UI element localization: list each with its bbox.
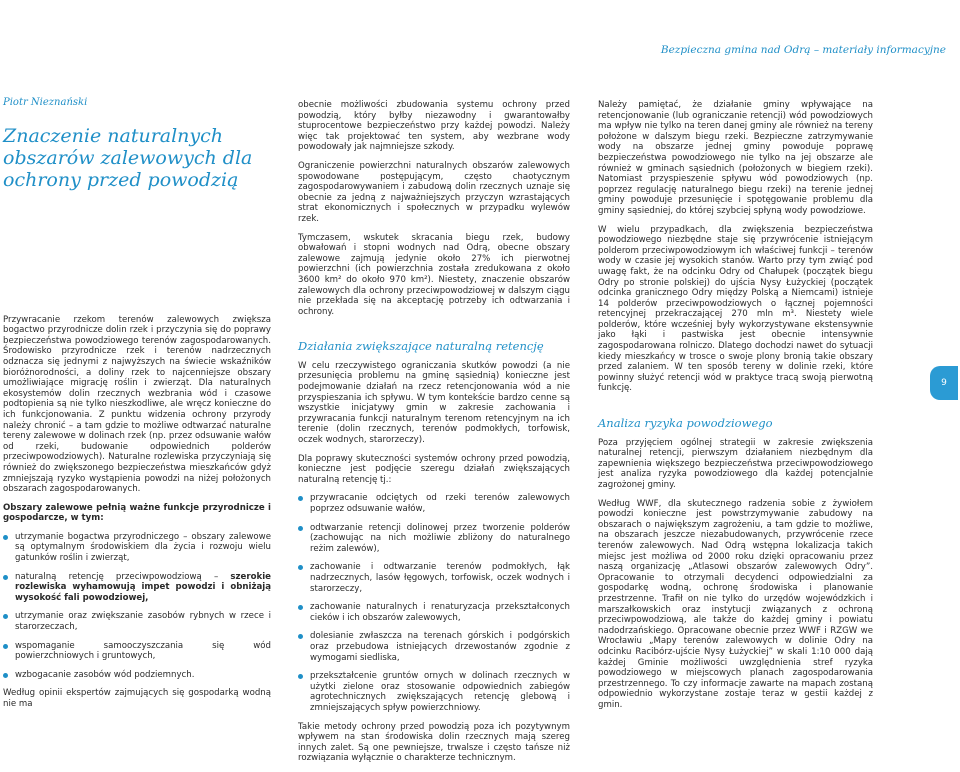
list-item: dolesianie zwłaszcza na terenach górskich i podgórskich oraz przebudowa istniejących drzewostanów zgodnie z wymogami siedliska, <box>298 631 570 663</box>
bullet-dot-icon <box>298 605 303 610</box>
paragraph: Według opinii ekspertów zajmujących się gospodarką wodną nie ma <box>3 688 271 709</box>
page-number-tab: 9 <box>930 366 958 400</box>
paragraph: Przywracanie rzekom terenów zalewowych zwiększa bogactwo przyrodnicze dolin rzek i przyczynia się do poprawy bezpieczeństwa powodziowego terenów zagospodarowanych. Środowisko przyrodnicze rzek i terenów nadrzecznych odznacza się jednymi z najwyższych na świecie wskaźników bioróżnorodności, a doliny rzek to najcenniejsze obszary umożliwiające migrację roślin i zwierząt. Dla naturalnych ekosystemów dolin rzecznych wezbrania wód i czasowe podtopienia są nie tylko nieszkodliwe, ale wręcz konieczne do ich funkcjonowania. Z punktu widzenia ochrony przyrody należy chronić – a tam gdzie to możliwe odtwarzać naturalne tereny zalewowe w dolinach rzek (np. przez odsuwanie wałów od rzeki, budowanie odpowiednich polderów przeciwpowodziowych). Naturalne rozlewiska przyczyniają się również do zwiększonego bezpieczeństwa mieszkańców gdyż zmniejszają ryzyko wystąpienia powodzi na niżej położonych obszarach zagospodarowanych. <box>3 314 271 495</box>
paragraph: Należy pamiętać, że działanie gminy wpływające na retencjonowanie (lub ograniczanie retencji) wód powodziowych ma wpływ nie tylko na teren danej gminy ale również na tereny położone w dalszym biegu rzeki. Bezpieczne zatrzymywanie wody na obszarze jednej gminy powoduje poprawę bezpieczeństwa powodziowego nie tylko na jej obszarze ale również w gminach sąsiednich (położonych w biegiem rzeki). Natomiast przyspieszenie spływu wód powodziowych (np. poprzez regulację naturalnego biegu rzeki) na terenie jednej gminy powoduje przesunięcie i spotęgowanie problemu dla gminy sąsiedniej, do której szybciej spłyną wody powodziowe. <box>598 100 873 216</box>
list-item: zachowanie i odtwarzanie terenów podmokłych, łąk nadrzecznych, lasów łęgowych, torfowisk, oczek wodnych i starorzeczy, <box>298 562 570 594</box>
bullet-list <box>3 532 271 681</box>
article-title: Znaczenie naturalnych obszarów zalewowych dla ochrony przed powodzią <box>3 124 253 191</box>
paragraph: Tymczasem, wskutek skracania biegu rzek, budowy obwałowań i stopni wodnych nad Odrą, obecne obszary zalewowe zajmują jedynie około 27% ich pierwotnej powierzchni (ich powierzchnia została zredukowana z około 3600 km² do około 970 km²). Niestety, znaczenie obszarów zalewowych dla ochrony przeciwpowodziowej w dalszym ciągu nie przekłada się na akceptację potrzeby ich odtwarzania i ochrony. <box>298 232 570 317</box>
paragraph-bold: Obszary zalewowe pełnią ważne funkcje przyrodnicze i gospodarcze, w tym: <box>3 502 271 524</box>
list-item: utrzymanie oraz zwiększanie zasobów rybnych w rzece i starorzeczach, <box>3 611 271 632</box>
bullet-dot-icon <box>298 526 303 531</box>
paragraph: Ograniczenie powierzchni naturalnych obszarów zalewowych spowodowane postępującym, często chaotycznym zagospodarowywaniem i zabudową dolin rzecznych uznaje się obecnie za jedną z najważniejszych przyczyn wzrastających strat ekonomicznych i społecznych w przypadku wylewów rzek. <box>298 160 570 224</box>
list-item: wzbogacanie zasobów wód podziemnych. <box>3 670 271 681</box>
paragraph: Poza przyjęciem ogólnej strategii w zakresie zwiększenia naturalnej retencji, pierwszym działaniem niezbędnym dla zapewnienia większego bezpieczeństwa przeciwpowodziowego jest analiza ryzyka powodziowego dla każdej potencjalnie zagrożonej gminy. <box>598 437 873 490</box>
list-item: przekształcenie gruntów ornych w dolinach rzecznych w użytki zielone oraz stosowanie odpowiednich zabiegów agrotechnicznych zwiększających retencję glebową i zmniejszających spływ powierzchniowy. <box>298 671 570 713</box>
paragraph: W wielu przypadkach, dla zwiększenia bezpieczeństwa powodziowego niezbędne staje się przywrócenie istniejącym polderom przeciwpowodziowym ich właściwej funkcji – terenów wody w czasie jej wysokich stanów. Warto przy tym zwiąć pod uwagę fakt, że na odcinku Odry od Chałupek (początek biegu Odry po stronie polskiej) do ujścia Nysy Łużyckiej (początek odcinka granicznego Odry między Polską a Niemcami) istnieje 14 polderów przeciwpowodziowych o łącznej pojemności retencyjnej przekraczającej 270 mln m³. Niestety wiele polderów, które wcześniej były wykorzystywane ekstensywnie jako łąki i pastwiska jest obecnie intensywnie zagospodarowana rolniczo. Dlatego dochodzi nawet do sytuacji kiedy mieszkańcy w trosce o swoje plony bronią takie obszary przed zalaniem. W ten sposób tereny w dolinie rzeki, które powinny służyć retencji wód w praktyce tracą swoją pierwotną funkcję. <box>598 224 873 394</box>
list-item: zachowanie naturalnych i renaturyzacja przekształconych cieków i ich obszarów zalewowych, <box>298 602 570 623</box>
bullet-dot-icon <box>298 565 303 570</box>
paragraph: Dla poprawy skuteczności systemów ochrony przed powodzią, konieczne jest podjęcie szeregu działań zwiększających naturalną retencję tj.: <box>298 453 570 485</box>
bullet-dot-icon <box>3 673 8 678</box>
paragraph: obecnie możliwości zbudowania systemu ochrony przed powodzią, który byłby niezawodny i gwarantowałby stuprocentowe bezpieczeństwo przy każdej powodzi. Należy więc tak projektować ten system, aby wezbrane wody powodowały jak najmniejsze szkody. <box>298 100 570 153</box>
bullet-dot-icon <box>298 674 303 679</box>
bullet-list <box>298 493 570 713</box>
column-2 <box>298 100 570 772</box>
bullet-dot-icon <box>3 614 8 619</box>
bullet-dot-icon <box>3 644 8 649</box>
bullet-dot-icon <box>3 575 8 580</box>
list-item: przywracanie odciętych od rzeki terenów zalewowych poprzez odsuwanie wałów, <box>298 493 570 514</box>
bullet-dot-icon <box>3 535 8 540</box>
column-3 <box>598 100 873 718</box>
list-item: naturalną retencję przeciwpowodziową – szerokie rozlewiska wyhamowują impet powodzi i obniżają wysokość fali powodziowej, <box>3 572 271 604</box>
bullet-dot-icon <box>298 634 303 639</box>
list-item: utrzymanie bogactwa przyrodniczego – obszary zalewowe są optymalnym środowiskiem dla życia i rozwoju wielu gatunków roślin i zwierząt, <box>3 532 271 564</box>
running-header: Bezpieczna gmina nad Odrą – materiały informacyjne <box>660 44 946 56</box>
section-heading: Działania zwiększające naturalną retencję <box>298 339 544 354</box>
paragraph: Według WWF, dla skutecznego radzenia sobie z żywiołem powodzi konieczne jest powstrzymywanie zabudowy na obszarach o największym zagrożeniu, a tam gdzie to możliwe, na obszarach jeszcze niezabudowanych, przywrócenie rzece terenów zalewowych. Nad Odrą wstępna lokalizacja takich miejsc jest możliwa od 2000 roku dzięki opracowaniu przez naszą organizację „Atlasowi obszarów zalewowych Odry”. Opracowanie to otrzymali decydenci odpowiedzialni za gospodarkę wodną, ochronę środowiska i planowanie przestrzenne. Trafił on nie tylko do urzędów wojewódzkich i marszałkowskich oraz instytucji związanych z ochroną przeciwpowodziową, ale także do każdej gminy i powiatu nadodrzańskiego. Opracowane obecnie przez WWF i RZGW we Wrocławiu „Mapy terenów zalewowych w dolinie Odry na odcinku Racibórz-ujście Nysy Łużyckiej” w skali 1:10 000 dają każdej Gminie możliwości uwzględnienia stref ryzyka powodziowego w miejscowych planach zagospodarowania przestrzennego. To czy informacje zawarte na mapach zostaną odpowiednio wykorzystane zostaje teraz w gestii każdej z gmin. <box>598 498 873 710</box>
list-item: odtwarzanie retencji dolinowej przez tworzenie polderów (zachowując na nich możliwie zbliżony do naturalnego reżim zalewów), <box>298 523 570 555</box>
list-item: wspomaganie samooczyszczania się wód powierzchniowych i gruntowych, <box>3 641 271 662</box>
bullet-dot-icon <box>298 496 303 501</box>
column-1 <box>3 98 271 718</box>
section-heading: Analiza ryzyka powodziowego <box>598 416 773 431</box>
author: Piotr Nieznański <box>3 97 88 108</box>
paragraph: W celu rzeczywistego ograniczania skutków powodzi (a nie przesunięcia problemu na gminę sąsiednią) konieczne jest podejmowanie działań na rzecz retencjonowania wód a nie przyspieszania ich spływu. W tym kontekście bardzo cenne są wszystkie inicjatywy gmin w zakresie zachowania i przywracania funkcji naturalnym terenom retencyjnym na ich terenie (dolin rzecznych, terenów podmokłych, torfowisk, oczek wodnych, starorzeczy). <box>298 360 570 446</box>
paragraph: Takie metody ochrony przed powodzią poza ich pozytywnym wpływem na stan środowiska dolin rzecznych mają szereg innych zalet. Są one pewniejsze, trwalsze i często tańsze niż rozwiązania wyłącznie o charakterze technicznym. <box>298 721 570 764</box>
